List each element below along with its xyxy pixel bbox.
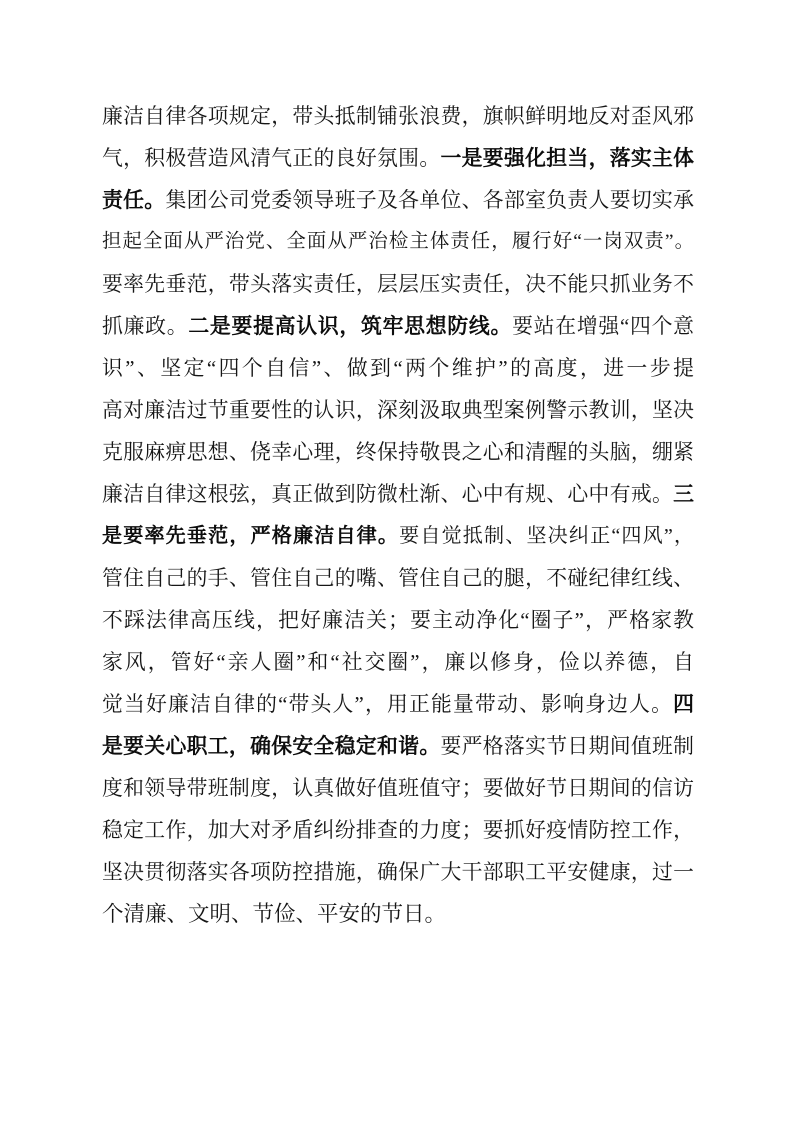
text-line (102, 431, 694, 473)
text-line (102, 641, 694, 683)
text-line (102, 347, 694, 389)
text-line (102, 221, 694, 263)
text-line (102, 725, 694, 767)
text-run: 坚决贯彻落实各项防控措施，确保广大干部职工平安健康，过一 (102, 860, 694, 884)
text-run: 担起全面从严治党、全面从严治检主体责任，履行好“一岗双责”。 (102, 231, 694, 252)
text-line (102, 557, 694, 599)
text-run: 稳定工作，加大对矛盾纠纷排查的力度；要抓好疫情防控工作， (102, 818, 694, 842)
text-run: 识”、坚定“四个自信”、做到“两个维护”的高度，进一步提 (102, 356, 694, 380)
text-run-bold: 三 (673, 482, 694, 506)
text-run-bold: 四 (673, 692, 694, 716)
text-line (102, 473, 694, 515)
text-run: 家风，管好“亲人圈”和“社交圈”，廉以修身，俭以养德，自 (102, 650, 694, 674)
text-run: 管住自己的手、管住自己的嘴、管住自己的腿，不碰纪律红线、 (102, 566, 694, 590)
text-line (102, 683, 694, 725)
text-line (102, 767, 694, 809)
text-run-bold: 责任。 (102, 188, 166, 212)
text-line (102, 305, 694, 347)
text-run-bold: 是要关心职工，确保安全稳定和谐。 (102, 734, 441, 758)
text-line (102, 893, 694, 935)
text-run: 度和领导带班制度，认真做好值班值守；要做好节日期间的信访 (102, 776, 694, 800)
text-run: 高对廉洁过节重要性的认识，深刻汲取典型案例警示教训，坚决 (102, 398, 694, 422)
text-run-bold: 是要率先垂范，严格廉洁自律。 (102, 525, 400, 547)
text-run-bold: 一是要强化担当，落实主体 (440, 146, 695, 170)
text-run: 要严格落实节日期间值班制 (440, 734, 695, 758)
paragraph-block (102, 95, 694, 935)
text-run: 抓廉政。 (102, 314, 189, 338)
text-line (102, 599, 694, 641)
text-line (102, 851, 694, 893)
text-line (102, 515, 694, 557)
text-line (102, 179, 694, 221)
text-line (102, 137, 694, 179)
text-run-bold: 二是要提高认识，筑牢思想防线。 (188, 314, 513, 338)
text-run: 集团公司党委领导班子及各单位、各部室负责人要切实承 (165, 188, 695, 212)
text-run: 要率先垂范，带头落实责任，层层压实责任，决不能只抓业务不 (102, 272, 694, 296)
text-run: 觉当好廉洁自律的“带头人”，用正能量带动、影响身边人。 (102, 692, 674, 716)
text-run: 要自觉抵制、坚决纠正“四风”， (399, 525, 694, 547)
text-line (102, 95, 694, 137)
text-run: 廉洁自律各项规定，带头抵制铺张浪费，旗帜鲜明地反对歪风邪 (102, 104, 694, 128)
text-line (102, 389, 694, 431)
text-run: 克服麻痹思想、侥幸心理，终保持敬畏之心和清醒的头脑，绷紧 (102, 440, 694, 464)
text-line (102, 809, 694, 851)
text-run: 个清廉、文明、节俭、平安的节日。 (102, 902, 447, 926)
text-run: 气，积极营造风清气正的良好氛围。 (102, 146, 441, 170)
text-run: 要站在增强“四个意 (512, 314, 695, 338)
text-line (102, 263, 694, 305)
text-run: 廉洁自律这根弦，真正做到防微杜渐、心中有规、心中有戒。 (102, 482, 674, 506)
text-run: 不踩法律高压线，把好廉洁关；要主动净化“圈子”，严格家教 (102, 608, 694, 632)
